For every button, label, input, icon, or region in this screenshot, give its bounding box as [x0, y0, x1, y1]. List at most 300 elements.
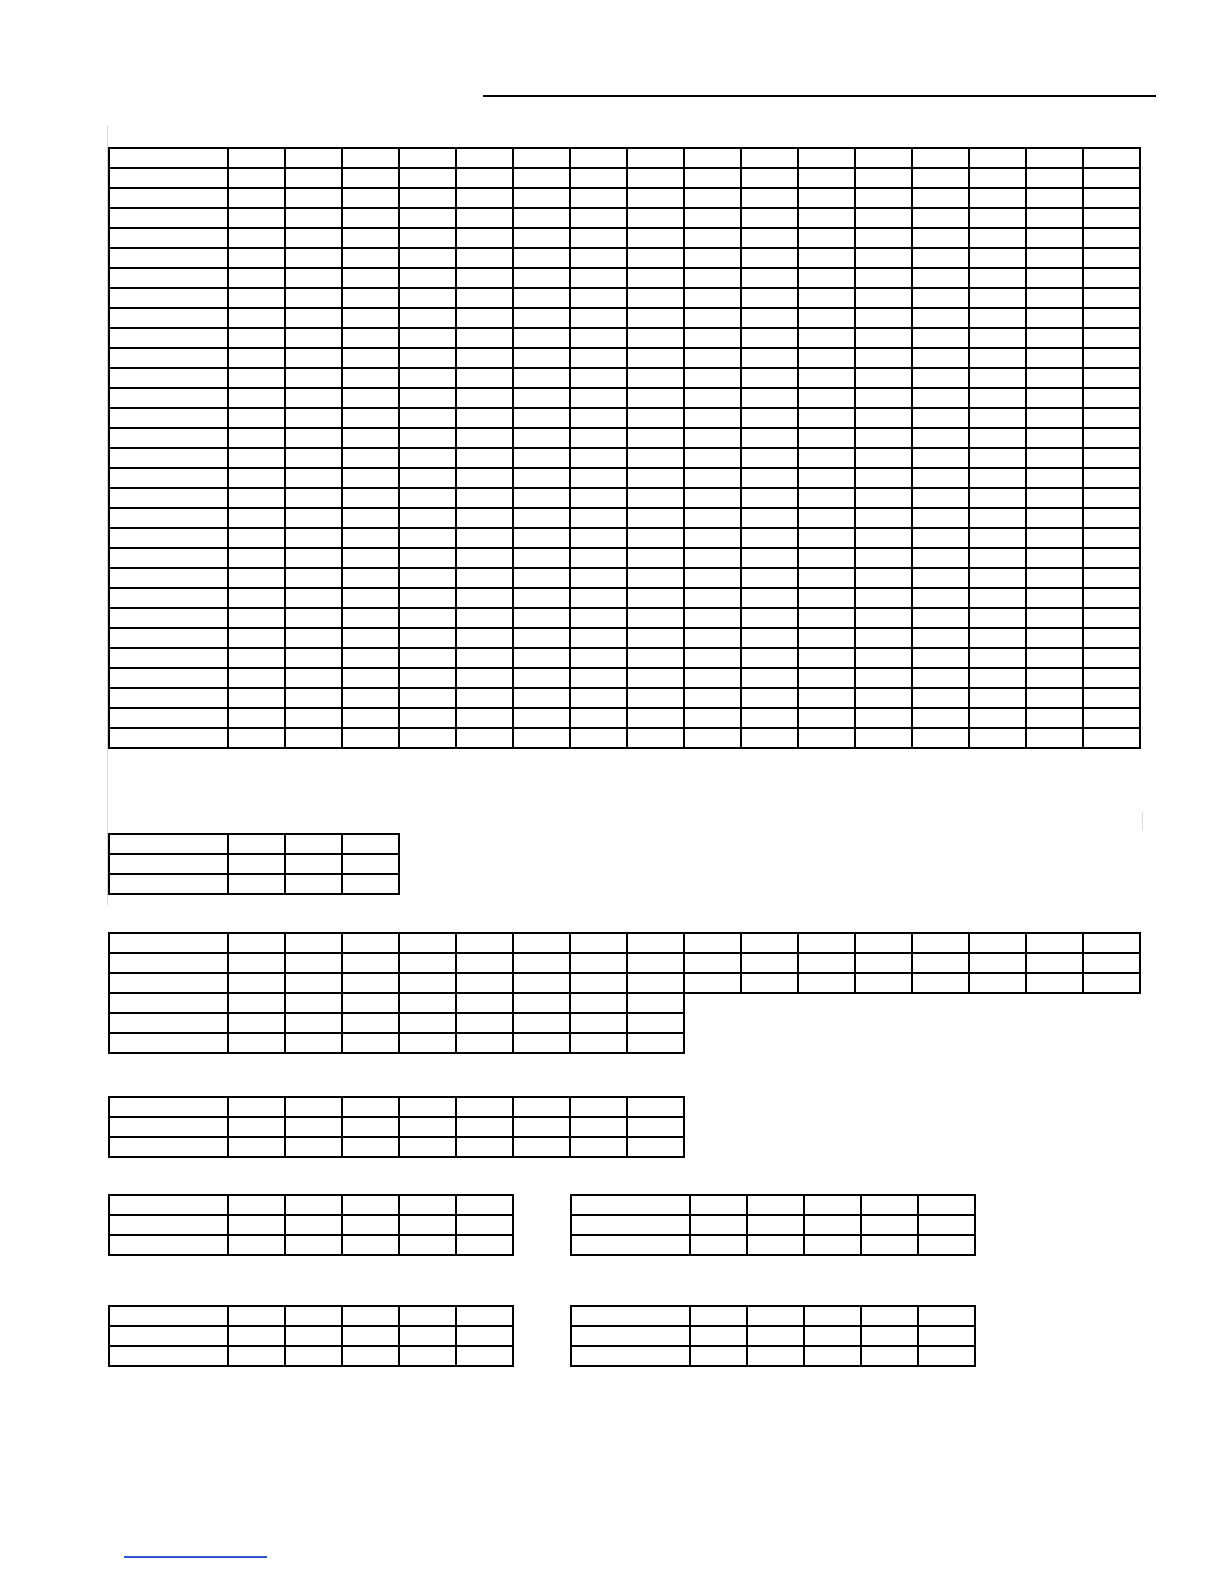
- table-cell: [228, 268, 285, 288]
- table-cell: [741, 148, 798, 168]
- table-cell: [798, 428, 855, 448]
- table-cell: [456, 288, 513, 308]
- table-cell: [456, 708, 513, 728]
- table-cell: [228, 933, 285, 953]
- table-cell: [912, 328, 969, 348]
- table-cell: [285, 608, 342, 628]
- table-cell: [798, 728, 855, 748]
- table-cell: [399, 628, 456, 648]
- table-cell: [1083, 568, 1140, 588]
- table-cell: [1083, 388, 1140, 408]
- table-cell: [798, 508, 855, 528]
- table-cell: [285, 148, 342, 168]
- table-row: [109, 993, 1140, 1013]
- table-cell: [1026, 168, 1083, 188]
- row-label-cell: [109, 933, 228, 953]
- table-cell: [399, 228, 456, 248]
- table-cell: [342, 148, 399, 168]
- table-cell: [456, 228, 513, 248]
- table-row: [109, 488, 1140, 508]
- table-cell: [399, 688, 456, 708]
- table-cell: [912, 408, 969, 428]
- table-cell: [1026, 933, 1083, 953]
- table-cell: [285, 348, 342, 368]
- table-cell: [741, 548, 798, 568]
- table-cell: [855, 488, 912, 508]
- table-cell: [228, 1326, 285, 1346]
- row-label-cell: [109, 448, 228, 468]
- table-cell: [342, 933, 399, 953]
- table-cell: [285, 854, 342, 874]
- table-cell: [855, 648, 912, 668]
- table-cell: [855, 248, 912, 268]
- table-cell: [1083, 428, 1140, 448]
- table-cell: [513, 548, 570, 568]
- table-cell: [1026, 408, 1083, 428]
- table-cell: [456, 628, 513, 648]
- table-cell: [969, 328, 1026, 348]
- table-cell: [342, 168, 399, 188]
- table-cell: [627, 1033, 684, 1053]
- table-cell: [513, 388, 570, 408]
- table-cell: [399, 1033, 456, 1053]
- table-cell: [741, 168, 798, 188]
- table-cell: [969, 288, 1026, 308]
- table-cell: [1026, 188, 1083, 208]
- table-cell: [912, 308, 969, 328]
- table-cell: [627, 468, 684, 488]
- row-label-cell: [109, 228, 228, 248]
- table-cell: [1026, 953, 1083, 973]
- table-cell: [513, 288, 570, 308]
- table-cell: [741, 953, 798, 973]
- row-label-cell: [109, 188, 228, 208]
- table-cell: [228, 328, 285, 348]
- table-cell: [798, 328, 855, 348]
- table-cell: [798, 953, 855, 973]
- table-cell: [1083, 688, 1140, 708]
- table-row: [571, 1235, 975, 1255]
- table-row: [109, 228, 1140, 248]
- table-cell: [627, 728, 684, 748]
- table-cell: [456, 1195, 513, 1215]
- table-cell: [456, 1097, 513, 1117]
- table-cell: [1083, 648, 1140, 668]
- table-cell: [627, 688, 684, 708]
- table-cell: [513, 268, 570, 288]
- table-cell: [513, 308, 570, 328]
- table-cell: [912, 168, 969, 188]
- table-cell: [285, 993, 342, 1013]
- table-cell: [627, 568, 684, 588]
- table-cell: [741, 208, 798, 228]
- table-row: [109, 1195, 513, 1215]
- table-cell: [741, 608, 798, 628]
- table-cell: [399, 468, 456, 488]
- table-cell: [228, 1013, 285, 1033]
- table-row: [109, 388, 1140, 408]
- table-cell: [285, 528, 342, 548]
- row-label-cell: [571, 1195, 690, 1215]
- table-cell: [399, 933, 456, 953]
- row-label-cell: [109, 854, 228, 874]
- table-cell: [1026, 268, 1083, 288]
- row-label-cell: [109, 168, 228, 188]
- table-cell: [798, 628, 855, 648]
- table-cell: [969, 708, 1026, 728]
- table-cell: [342, 874, 399, 894]
- table-cell: [969, 648, 1026, 668]
- table-cell: [456, 1306, 513, 1326]
- table-cell: [570, 248, 627, 268]
- row-label-cell: [109, 953, 228, 973]
- table-cell: [228, 1195, 285, 1215]
- table-cell: [1083, 488, 1140, 508]
- table-cell: [399, 508, 456, 528]
- table-cell: [342, 408, 399, 428]
- table-row: [109, 953, 1140, 973]
- table-cell: [570, 368, 627, 388]
- table-row: [109, 188, 1140, 208]
- table-cell: [690, 1346, 747, 1366]
- table-row: [109, 708, 1140, 728]
- table-cell: [1083, 268, 1140, 288]
- table-cell: [1026, 348, 1083, 368]
- table-cell: [855, 468, 912, 488]
- table-cell: [1083, 953, 1140, 973]
- table-cell: [228, 428, 285, 448]
- table-cell: [228, 1097, 285, 1117]
- header-signature-line: [483, 95, 1156, 97]
- table-cell: [684, 628, 741, 648]
- table-cell: [969, 308, 1026, 328]
- table-cell: [513, 608, 570, 628]
- table-cell: [741, 628, 798, 648]
- table-row: [109, 308, 1140, 328]
- table-cell: [918, 1215, 975, 1235]
- table-cell: [918, 1346, 975, 1366]
- table-cell: [342, 648, 399, 668]
- table-cell: [684, 408, 741, 428]
- table-cell: [684, 468, 741, 488]
- table-cell: [228, 528, 285, 548]
- table-cell: [399, 488, 456, 508]
- table-cell: [684, 973, 741, 993]
- table-cell: [747, 1326, 804, 1346]
- table-cell: [741, 708, 798, 728]
- row-label-cell: [109, 428, 228, 448]
- table-cell: [228, 388, 285, 408]
- table-cell: [855, 288, 912, 308]
- table-cell: [741, 488, 798, 508]
- table-cell: [627, 508, 684, 528]
- table-cell: [342, 1097, 399, 1117]
- row-label-cell: [109, 834, 228, 854]
- table-row: [109, 368, 1140, 388]
- row-label-cell: [109, 993, 228, 1013]
- table-cell: [570, 268, 627, 288]
- stepped-grid-table: [108, 932, 1141, 1054]
- table-row: [109, 428, 1140, 448]
- table-cell: [456, 208, 513, 228]
- table-cell: [342, 708, 399, 728]
- row-label-cell: [109, 1306, 228, 1326]
- table-cell: [1026, 548, 1083, 568]
- table-cell: [228, 854, 285, 874]
- table-cell: [912, 933, 969, 953]
- table-cell: [228, 1117, 285, 1137]
- table-cell: [228, 1033, 285, 1053]
- table-cell: [684, 348, 741, 368]
- table-cell: [741, 973, 798, 993]
- table-cell: [513, 933, 570, 953]
- table-cell: [1083, 933, 1140, 953]
- table-cell: [228, 1235, 285, 1255]
- table-cell: [285, 388, 342, 408]
- table-cell: [918, 1195, 975, 1215]
- table-cell: [456, 973, 513, 993]
- table-cell: [285, 1346, 342, 1366]
- table-cell: [741, 268, 798, 288]
- table-cell: [855, 668, 912, 688]
- table-cell: [513, 708, 570, 728]
- row-label-cell: [109, 1326, 228, 1346]
- table-cell: [684, 933, 741, 953]
- table-cell: [1026, 588, 1083, 608]
- table-cell: [804, 1215, 861, 1235]
- table-cell: [969, 448, 1026, 468]
- table-cell: [1083, 408, 1140, 428]
- table-cell: [399, 288, 456, 308]
- table-cell: [1083, 328, 1140, 348]
- table-cell: [456, 933, 513, 953]
- table-cell: [570, 348, 627, 368]
- table-cell: [228, 368, 285, 388]
- table-cell: [855, 953, 912, 973]
- table-cell: [570, 428, 627, 448]
- table-cell: [855, 448, 912, 468]
- table-cell: [912, 548, 969, 568]
- table-cell: [285, 368, 342, 388]
- table-cell: [228, 953, 285, 973]
- table-cell: [918, 1235, 975, 1255]
- table-cell: [570, 1033, 627, 1053]
- table-cell: [399, 668, 456, 688]
- table-cell: [798, 228, 855, 248]
- table-cell: [342, 953, 399, 973]
- table-cell: [513, 468, 570, 488]
- table-cell: [1026, 508, 1083, 528]
- table-row: [571, 1215, 975, 1235]
- table-row: [109, 148, 1140, 168]
- table-cell: [285, 628, 342, 648]
- table-cell: [798, 448, 855, 468]
- table-cell: [969, 688, 1026, 708]
- table-cell: [399, 308, 456, 328]
- table-cell: [855, 388, 912, 408]
- table-cell: [798, 973, 855, 993]
- table-cell: [1083, 628, 1140, 648]
- table-cell: [741, 588, 798, 608]
- table-cell: [513, 1117, 570, 1137]
- table-cell: [399, 528, 456, 548]
- table-cell: [798, 668, 855, 688]
- table-cell: [285, 1013, 342, 1033]
- table-cell: [741, 428, 798, 448]
- table-cell: [513, 328, 570, 348]
- row-label-cell: [109, 1235, 228, 1255]
- table-cell: [228, 1306, 285, 1326]
- table-cell: [228, 708, 285, 728]
- table-cell: [627, 548, 684, 568]
- table-cell: [513, 1097, 570, 1117]
- row-label-cell: [109, 508, 228, 528]
- table-cell: [342, 468, 399, 488]
- row-label-cell: [109, 1013, 228, 1033]
- table-cell: [228, 228, 285, 248]
- table-cell: [684, 268, 741, 288]
- table-cell: [861, 1326, 918, 1346]
- table-cell: [969, 568, 1026, 588]
- table-cell: [861, 1346, 918, 1366]
- table-cell: [342, 228, 399, 248]
- table-cell: [285, 1215, 342, 1235]
- table-cell: [570, 708, 627, 728]
- table-cell: [228, 993, 285, 1013]
- table-cell: [513, 168, 570, 188]
- table-cell: [399, 408, 456, 428]
- table-cell: [1026, 528, 1083, 548]
- table-cell: [1026, 148, 1083, 168]
- table-cell: [741, 648, 798, 668]
- table-cell: [228, 468, 285, 488]
- table-cell: [627, 528, 684, 548]
- lower-right-table-1: [570, 1194, 976, 1256]
- table-cell: [570, 508, 627, 528]
- table-cell: [912, 468, 969, 488]
- row-label-cell: [109, 628, 228, 648]
- table-cell: [1026, 308, 1083, 328]
- table-row: [109, 1235, 513, 1255]
- table-cell: [456, 668, 513, 688]
- table-cell: [570, 1013, 627, 1033]
- table-cell: [627, 668, 684, 688]
- table-cell: [1026, 228, 1083, 248]
- row-label-cell: [109, 548, 228, 568]
- table-row: [109, 588, 1140, 608]
- table-cell: [627, 628, 684, 648]
- table-cell: [399, 248, 456, 268]
- table-cell: [342, 1326, 399, 1346]
- table-cell: [912, 188, 969, 208]
- row-label-cell: [571, 1326, 690, 1346]
- table-cell: [627, 208, 684, 228]
- table-cell: [855, 428, 912, 448]
- table-cell: [969, 268, 1026, 288]
- table-row: [109, 1137, 684, 1157]
- table-cell: [912, 608, 969, 628]
- table-cell: [570, 1117, 627, 1137]
- table-cell: [399, 708, 456, 728]
- table-cell: [399, 148, 456, 168]
- table-cell: [228, 874, 285, 894]
- table-cell: [399, 388, 456, 408]
- table-cell: [855, 188, 912, 208]
- row-label-cell: [109, 208, 228, 228]
- table-cell: [1026, 208, 1083, 228]
- table-cell: [798, 688, 855, 708]
- table-cell: [285, 328, 342, 348]
- table-cell: [798, 588, 855, 608]
- table-cell: [690, 1235, 747, 1255]
- table-cell: [741, 528, 798, 548]
- table-cell: [798, 188, 855, 208]
- table-cell: [912, 973, 969, 993]
- empty-area: [684, 1013, 1140, 1033]
- table-row: [109, 1117, 684, 1137]
- table-cell: [399, 1137, 456, 1157]
- table-cell: [627, 168, 684, 188]
- table-cell: [627, 428, 684, 448]
- row-label-cell: [109, 1215, 228, 1235]
- table-cell: [570, 388, 627, 408]
- table-cell: [969, 168, 1026, 188]
- table-cell: [342, 328, 399, 348]
- table-cell: [513, 188, 570, 208]
- table-cell: [342, 488, 399, 508]
- row-label-cell: [109, 608, 228, 628]
- table-cell: [627, 1097, 684, 1117]
- table-cell: [627, 188, 684, 208]
- table-cell: [741, 448, 798, 468]
- table-cell: [855, 628, 912, 648]
- table-cell: [570, 628, 627, 648]
- table-cell: [342, 728, 399, 748]
- table-cell: [399, 1326, 456, 1346]
- table-cell: [969, 188, 1026, 208]
- table-cell: [855, 933, 912, 953]
- table-cell: [570, 688, 627, 708]
- footer-link[interactable]: [124, 1556, 267, 1558]
- table-cell: [912, 148, 969, 168]
- table-cell: [912, 648, 969, 668]
- table-cell: [342, 268, 399, 288]
- table-cell: [342, 188, 399, 208]
- table-cell: [741, 188, 798, 208]
- table-cell: [342, 1215, 399, 1235]
- table-cell: [741, 308, 798, 328]
- table-cell: [570, 468, 627, 488]
- table-cell: [513, 628, 570, 648]
- table-cell: [627, 388, 684, 408]
- table-cell: [798, 248, 855, 268]
- table-cell: [399, 1097, 456, 1117]
- table-row: [109, 568, 1140, 588]
- table-cell: [1083, 528, 1140, 548]
- table-cell: [798, 488, 855, 508]
- table-cell: [918, 1326, 975, 1346]
- table-cell: [456, 953, 513, 973]
- table-cell: [804, 1195, 861, 1215]
- table-cell: [684, 208, 741, 228]
- table-cell: [747, 1195, 804, 1215]
- table-cell: [969, 388, 1026, 408]
- table-cell: [1083, 288, 1140, 308]
- table-cell: [684, 188, 741, 208]
- table-cell: [570, 528, 627, 548]
- table-cell: [342, 308, 399, 328]
- row-label-cell: [109, 1033, 228, 1053]
